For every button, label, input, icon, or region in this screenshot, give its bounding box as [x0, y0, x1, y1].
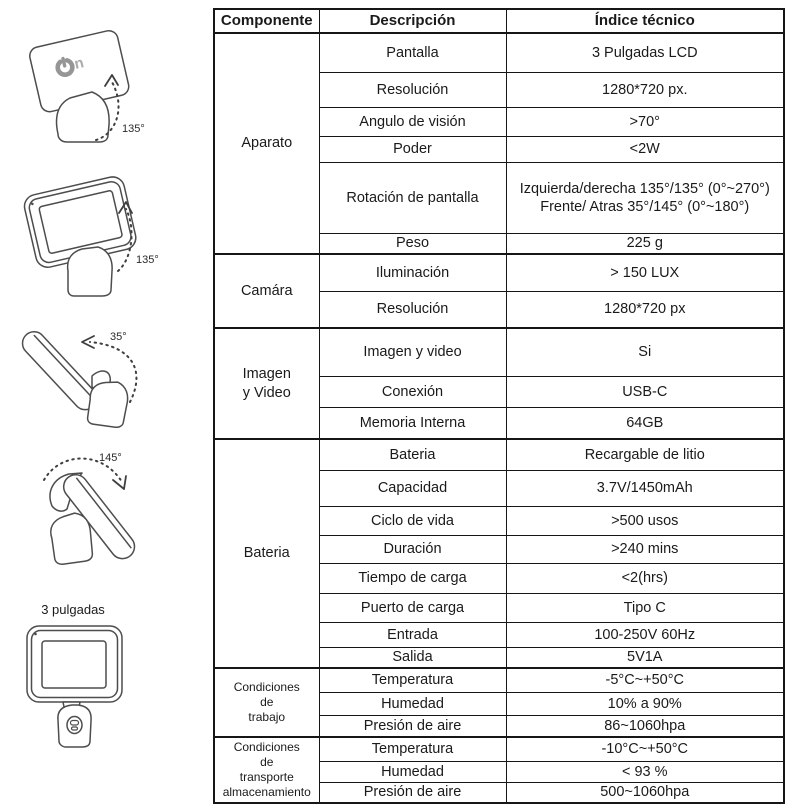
value-cell: -5°C~+50°C	[506, 668, 784, 693]
angle-label: 135°	[122, 123, 145, 135]
value-cell: 86~1060hpa	[506, 716, 784, 738]
description-cell: Presión de aire	[319, 716, 506, 738]
description-cell: Salida	[319, 648, 506, 669]
description-cell: Humedad	[319, 693, 506, 716]
screen-size-label: 3 pulgadas	[41, 602, 105, 617]
value-cell: 1280*720 px.	[506, 73, 784, 108]
value-cell: 10% a 90%	[506, 693, 784, 716]
header-componente: Componente	[214, 9, 319, 33]
value-cell: 5V1A	[506, 648, 784, 669]
value-cell: 3.7V/1450mAh	[506, 471, 784, 507]
value-cell: <2(hrs)	[506, 564, 784, 594]
spec-table-container	[213, 8, 785, 804]
camera-dot-icon	[34, 633, 37, 636]
description-cell: Puerto de carga	[319, 594, 506, 623]
description-cell: Pantalla	[319, 33, 506, 73]
table-row	[214, 439, 784, 471]
figure-tilt-forward	[8, 312, 198, 434]
description-cell: Temperatura	[319, 668, 506, 693]
table-row	[214, 33, 784, 73]
header-descripcion: Descripción	[319, 9, 506, 33]
description-cell: Memoria Interna	[319, 408, 506, 440]
description-cell: Resolución	[319, 73, 506, 108]
header-row	[214, 9, 784, 33]
arrow-left-icon	[82, 336, 94, 348]
description-cell: Poder	[319, 137, 506, 163]
description-cell: Ciclo de vida	[319, 507, 506, 536]
value-cell: Izquierda/derecha 135°/135° (0°~270°) Frente/ Atras 35°/145° (0°~180°)	[506, 163, 784, 234]
description-cell: Capacidad	[319, 471, 506, 507]
table-row	[214, 328, 784, 377]
component-cell: Condiciones de trabajo	[214, 668, 319, 737]
angle-label: 35°	[110, 331, 127, 343]
component-cell: Bateria	[214, 439, 319, 668]
value-cell: 3 Pulgadas LCD	[506, 33, 784, 73]
description-cell: Temperatura	[319, 737, 506, 762]
description-cell: Conexión	[319, 377, 506, 408]
description-cell: Angulo de visión	[319, 108, 506, 137]
figure-front-view	[8, 596, 198, 776]
value-cell: >500 usos	[506, 507, 784, 536]
description-cell: Humedad	[319, 762, 506, 783]
figure-front-rotation	[8, 165, 198, 310]
angle-label: 145°	[99, 452, 122, 464]
description-cell: Entrada	[319, 623, 506, 648]
description-cell: Iluminación	[319, 254, 506, 292]
value-cell: 1280*720 px	[506, 292, 784, 329]
component-cell: Condiciones de transporte almacenamiento	[214, 737, 319, 803]
value-cell: 225 g	[506, 234, 784, 255]
description-cell: Peso	[319, 234, 506, 255]
description-cell: Presión de aire	[319, 783, 506, 804]
value-cell: 100-250V 60Hz	[506, 623, 784, 648]
description-cell: Rotación de pantalla	[319, 163, 506, 234]
description-cell: Tiempo de carga	[319, 564, 506, 594]
value-cell: < 93 %	[506, 762, 784, 783]
value-cell: 64GB	[506, 408, 784, 440]
value-cell: Tipo C	[506, 594, 784, 623]
figure-tilt-backward	[8, 438, 198, 593]
component-cell: Camára	[214, 254, 319, 328]
description-cell: Duración	[319, 536, 506, 564]
table-row	[214, 737, 784, 762]
spec-table-body	[214, 33, 784, 803]
value-cell: >240 mins	[506, 536, 784, 564]
spec-table	[213, 8, 785, 804]
logo-letter: n	[72, 54, 86, 73]
value-cell: USB-C	[506, 377, 784, 408]
component-cell: Imagen y Video	[214, 328, 319, 439]
component-cell: Aparato	[214, 33, 319, 254]
value-cell: > 150 LUX	[506, 254, 784, 292]
table-row	[214, 668, 784, 693]
angle-label: 135°	[136, 254, 159, 266]
value-cell: <2W	[506, 137, 784, 163]
description-cell: Imagen y video	[319, 328, 506, 377]
figure-back-rotation	[8, 22, 198, 167]
value-cell: 500~1060hpa	[506, 783, 784, 804]
description-cell: Resolución	[319, 292, 506, 329]
value-cell: Recargable de litio	[506, 439, 784, 471]
table-row	[214, 254, 784, 292]
value-cell: -10°C~+50°C	[506, 737, 784, 762]
header-indice-tecnico: Índice técnico	[506, 9, 784, 33]
description-cell: Bateria	[319, 439, 506, 471]
value-cell: >70°	[506, 108, 784, 137]
value-cell: Si	[506, 328, 784, 377]
